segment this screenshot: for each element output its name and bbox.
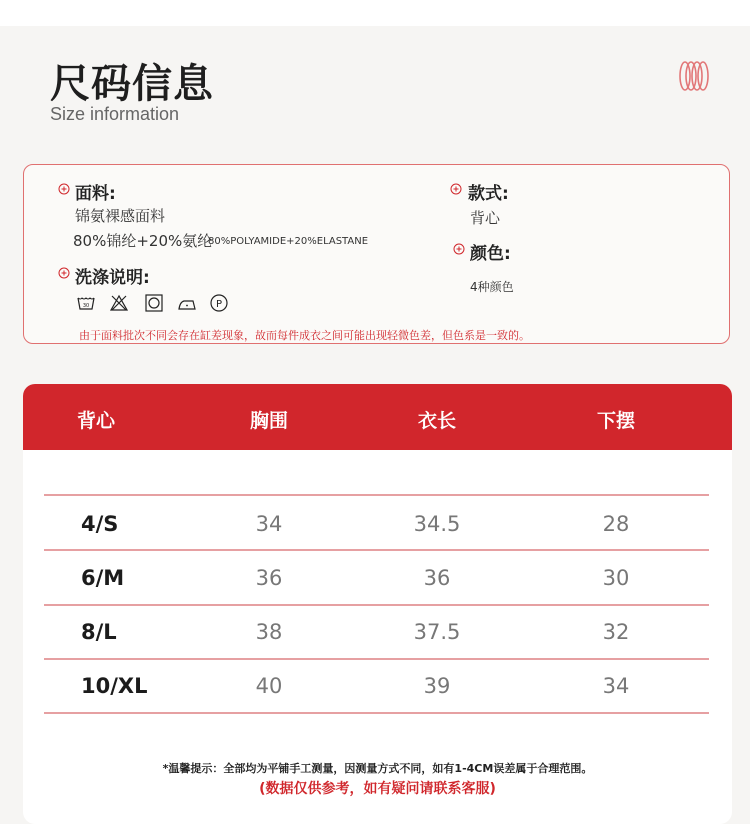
row-divider (44, 658, 709, 660)
hem-cell: 30 (602, 566, 630, 590)
fabric-info-box (23, 164, 730, 344)
svg-text:30: 30 (82, 303, 90, 309)
table-header (23, 384, 732, 450)
size-cell: 4/S (81, 512, 119, 536)
color-label: 颜色: (470, 244, 511, 264)
hem-cell: 32 (602, 620, 630, 644)
plus-circle-icon (58, 183, 70, 195)
bust-cell: 38 (255, 620, 283, 644)
style-label: 款式: (468, 184, 509, 204)
fabric-line1: 锦氨裸感面料 (75, 207, 166, 225)
fabric-line2: 80%锦纶+20%氨纶 (73, 232, 213, 250)
length-cell: 37.5 (413, 620, 461, 644)
tumble-dry-icon (144, 293, 164, 313)
color-difference-notice: 由于面料批次不同会存在缸差现象，故而每件成衣之间可能出现轻微色差，但色系是一致的。 (79, 329, 530, 342)
bust-cell: 40 (255, 674, 283, 698)
reference-note: (数据仅供参考，如有疑问请联系客服) (259, 781, 496, 797)
fabric-line2-en: 80%POLYAMIDE+20%ELASTANE (208, 236, 369, 247)
size-table (23, 384, 732, 824)
fabric-label: 面料: (75, 184, 116, 204)
size-cell: 10/XL (81, 674, 148, 698)
row-divider (44, 494, 709, 496)
plus-circle-icon (453, 243, 465, 255)
svg-text:P: P (215, 299, 223, 310)
page-title: 尺码信息 (50, 61, 214, 107)
row-divider (44, 712, 709, 714)
header-hem: 下摆 (596, 410, 636, 432)
length-cell: 36 (423, 566, 451, 590)
plus-circle-icon (450, 183, 462, 195)
size-cell: 6/M (81, 566, 125, 590)
ring-pattern-icon (678, 60, 710, 92)
measurement-tip: *温馨提示：全部均为平铺手工测量，因测量方式不同，如有1-4CM误差属于合理范围。 (162, 762, 593, 775)
row-divider (44, 604, 709, 606)
plus-circle-icon (58, 267, 70, 279)
length-cell: 39 (423, 674, 451, 698)
hem-cell: 28 (602, 512, 630, 536)
top-band (0, 0, 750, 26)
bust-cell: 36 (255, 566, 283, 590)
header-length: 衣长 (417, 410, 457, 432)
row-divider (44, 549, 709, 551)
dry-clean-p-icon (209, 293, 229, 313)
size-cell: 8/L (81, 620, 117, 644)
color-value: 4种颜色 (470, 280, 514, 294)
header-bust: 胸围 (249, 410, 289, 432)
header-size: 背心 (76, 410, 116, 432)
iron-low-icon (177, 293, 197, 313)
style-value: 背心 (470, 209, 501, 227)
wash-30-icon (76, 293, 96, 313)
length-cell: 34.5 (413, 512, 461, 536)
bust-cell: 34 (255, 512, 283, 536)
wash-label: 洗涤说明: (75, 268, 150, 288)
no-bleach-icon (109, 293, 129, 313)
hem-cell: 34 (602, 674, 630, 698)
page-subtitle: Size information (50, 104, 180, 124)
